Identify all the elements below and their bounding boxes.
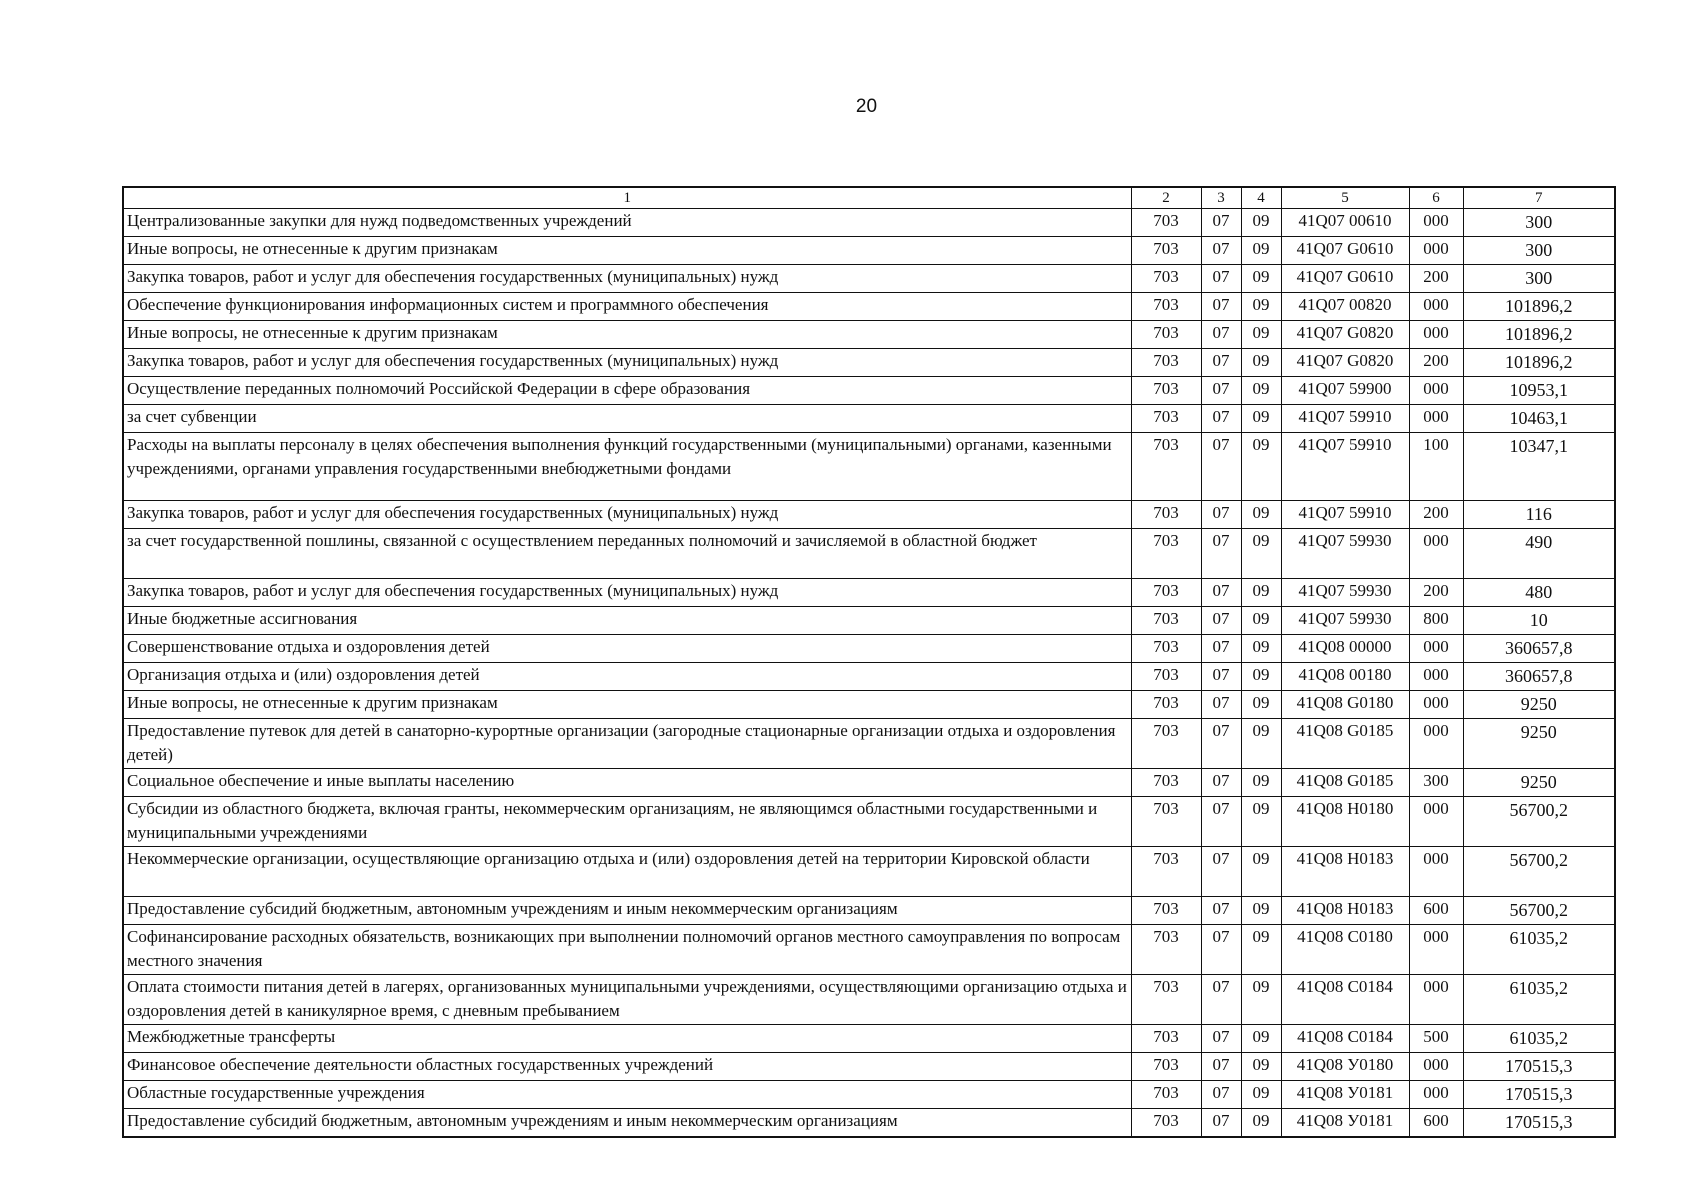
table-row	[123, 607, 1615, 635]
row-name-cell: Закупка товаров, работ и услуг для обеспечения государственных (муниципальных) нужд	[123, 265, 1131, 293]
expense-type-cell: 000	[1409, 719, 1463, 769]
column-header: 4	[1241, 187, 1281, 209]
amount-cell: 490	[1463, 529, 1615, 579]
amount-cell: 170515,3	[1463, 1053, 1615, 1081]
target-article-cell: 41Q08 C0184	[1281, 975, 1409, 1025]
subsection-cell: 09	[1241, 579, 1281, 607]
subsection-cell: 09	[1241, 719, 1281, 769]
amount-cell: 10	[1463, 607, 1615, 635]
row-name-cell: Организация отдыха и (или) оздоровления детей	[123, 663, 1131, 691]
subsection-cell: 09	[1241, 847, 1281, 897]
table-row	[123, 349, 1615, 377]
section-cell: 07	[1201, 349, 1241, 377]
table-row	[123, 237, 1615, 265]
expense-type-cell: 000	[1409, 847, 1463, 897]
target-article-cell: 41Q08 00000	[1281, 635, 1409, 663]
subsection-cell: 09	[1241, 1081, 1281, 1109]
row-name-cell: Иные вопросы, не отнесенные к другим признакам	[123, 321, 1131, 349]
row-name-cell: Иные вопросы, не отнесенные к другим признакам	[123, 237, 1131, 265]
expense-type-cell: 000	[1409, 405, 1463, 433]
amount-cell: 480	[1463, 579, 1615, 607]
column-header: 6	[1409, 187, 1463, 209]
column-header: 5	[1281, 187, 1409, 209]
amount-cell: 9250	[1463, 719, 1615, 769]
row-name-cell: Осуществление переданных полномочий Российской Федерации в сфере образования	[123, 377, 1131, 405]
subsection-cell: 09	[1241, 925, 1281, 975]
amount-cell: 9250	[1463, 691, 1615, 719]
expense-type-cell: 000	[1409, 209, 1463, 237]
section-cell: 07	[1201, 501, 1241, 529]
code-cell: 703	[1131, 209, 1201, 237]
subsection-cell: 09	[1241, 405, 1281, 433]
row-name-cell: Финансовое обеспечение деятельности областных государственных учреждений	[123, 1053, 1131, 1081]
code-cell: 703	[1131, 925, 1201, 975]
code-cell: 703	[1131, 349, 1201, 377]
target-article-cell: 41Q07 00820	[1281, 293, 1409, 321]
section-cell: 07	[1201, 607, 1241, 635]
expense-type-cell: 000	[1409, 691, 1463, 719]
amount-cell: 101896,2	[1463, 293, 1615, 321]
subsection-cell: 09	[1241, 1109, 1281, 1138]
column-header: 3	[1201, 187, 1241, 209]
subsection-cell: 09	[1241, 1053, 1281, 1081]
target-article-cell: 41Q08 C0184	[1281, 1025, 1409, 1053]
expense-type-cell: 000	[1409, 529, 1463, 579]
expense-type-cell: 000	[1409, 925, 1463, 975]
table-row	[123, 433, 1615, 501]
row-name-cell: Софинансирование расходных обязательств, возникающих при выполнении полномочий органов местного самоуправления по вопросам местного значения	[123, 925, 1131, 975]
table-row	[123, 579, 1615, 607]
amount-cell: 10347,1	[1463, 433, 1615, 501]
expense-type-cell: 200	[1409, 349, 1463, 377]
code-cell: 703	[1131, 635, 1201, 663]
expense-type-cell: 200	[1409, 501, 1463, 529]
amount-cell: 61035,2	[1463, 925, 1615, 975]
amount-cell: 61035,2	[1463, 1025, 1615, 1053]
target-article-cell: 41Q08 У0181	[1281, 1081, 1409, 1109]
target-article-cell: 41Q08 H0183	[1281, 897, 1409, 925]
code-cell: 703	[1131, 897, 1201, 925]
subsection-cell: 09	[1241, 607, 1281, 635]
target-article-cell: 41Q08 H0183	[1281, 847, 1409, 897]
subsection-cell: 09	[1241, 237, 1281, 265]
code-cell: 703	[1131, 769, 1201, 797]
expense-type-cell: 000	[1409, 663, 1463, 691]
subsection-cell: 09	[1241, 975, 1281, 1025]
table-row	[123, 405, 1615, 433]
row-name-cell: Субсидии из областного бюджета, включая гранты, некоммерческим организациям, не являющимся областными государственными и муниципальными учреждениями	[123, 797, 1131, 847]
target-article-cell: 41Q08 00180	[1281, 663, 1409, 691]
expense-type-cell: 000	[1409, 1081, 1463, 1109]
table-row	[123, 377, 1615, 405]
row-name-cell: Централизованные закупки для нужд подведомственных учреждений	[123, 209, 1131, 237]
table-row	[123, 691, 1615, 719]
table-row	[123, 265, 1615, 293]
subsection-cell: 09	[1241, 897, 1281, 925]
row-name-cell: Предоставление субсидий бюджетным, автономным учреждениям и иным некоммерческим организациям	[123, 897, 1131, 925]
table-row	[123, 925, 1615, 975]
budget-table	[122, 186, 1616, 1138]
amount-cell: 56700,2	[1463, 797, 1615, 847]
section-cell: 07	[1201, 529, 1241, 579]
code-cell: 703	[1131, 797, 1201, 847]
code-cell: 703	[1131, 1081, 1201, 1109]
target-article-cell: 41Q07 G0820	[1281, 349, 1409, 377]
section-cell: 07	[1201, 897, 1241, 925]
section-cell: 07	[1201, 1025, 1241, 1053]
code-cell: 703	[1131, 975, 1201, 1025]
table-row	[123, 1025, 1615, 1053]
row-name-cell: Областные государственные учреждения	[123, 1081, 1131, 1109]
row-name-cell: Иные вопросы, не отнесенные к другим признакам	[123, 691, 1131, 719]
expense-type-cell: 000	[1409, 635, 1463, 663]
section-cell: 07	[1201, 925, 1241, 975]
table-row	[123, 975, 1615, 1025]
row-name-cell: Закупка товаров, работ и услуг для обеспечения государственных (муниципальных) нужд	[123, 501, 1131, 529]
target-article-cell: 41Q07 59910	[1281, 501, 1409, 529]
row-name-cell: Совершенствование отдыха и оздоровления детей	[123, 635, 1131, 663]
target-article-cell: 41Q08 G0180	[1281, 691, 1409, 719]
row-name-cell: Предоставление субсидий бюджетным, автономным учреждениям и иным некоммерческим организациям	[123, 1109, 1131, 1138]
section-cell: 07	[1201, 797, 1241, 847]
amount-cell: 101896,2	[1463, 321, 1615, 349]
amount-cell: 300	[1463, 237, 1615, 265]
subsection-cell: 09	[1241, 293, 1281, 321]
target-article-cell: 41Q08 У0181	[1281, 1109, 1409, 1138]
expense-type-cell: 000	[1409, 237, 1463, 265]
subsection-cell: 09	[1241, 691, 1281, 719]
amount-cell: 116	[1463, 501, 1615, 529]
amount-cell: 10953,1	[1463, 377, 1615, 405]
expense-type-cell: 000	[1409, 1053, 1463, 1081]
table-header-row	[123, 187, 1615, 209]
code-cell: 703	[1131, 719, 1201, 769]
code-cell: 703	[1131, 579, 1201, 607]
page-number: 20	[855, 96, 878, 117]
row-name-cell: Некоммерческие организации, осуществляющие организацию отдыха и (или) оздоровления детей на территории Кировской области	[123, 847, 1131, 897]
target-article-cell: 41Q07 59930	[1281, 607, 1409, 635]
subsection-cell: 09	[1241, 209, 1281, 237]
code-cell: 703	[1131, 237, 1201, 265]
subsection-cell: 09	[1241, 529, 1281, 579]
column-header: 7	[1463, 187, 1615, 209]
code-cell: 703	[1131, 691, 1201, 719]
table-row	[123, 797, 1615, 847]
target-article-cell: 41Q07 59900	[1281, 377, 1409, 405]
section-cell: 07	[1201, 433, 1241, 501]
table-row	[123, 847, 1615, 897]
target-article-cell: 41Q07 59930	[1281, 529, 1409, 579]
amount-cell: 61035,2	[1463, 975, 1615, 1025]
amount-cell: 300	[1463, 265, 1615, 293]
section-cell: 07	[1201, 377, 1241, 405]
subsection-cell: 09	[1241, 321, 1281, 349]
target-article-cell: 41Q08 H0180	[1281, 797, 1409, 847]
section-cell: 07	[1201, 321, 1241, 349]
amount-cell: 300	[1463, 209, 1615, 237]
section-cell: 07	[1201, 237, 1241, 265]
amount-cell: 360657,8	[1463, 635, 1615, 663]
column-header: 1	[123, 187, 1131, 209]
code-cell: 703	[1131, 293, 1201, 321]
amount-cell: 170515,3	[1463, 1081, 1615, 1109]
section-cell: 07	[1201, 769, 1241, 797]
section-cell: 07	[1201, 293, 1241, 321]
subsection-cell: 09	[1241, 769, 1281, 797]
expense-type-cell: 800	[1409, 607, 1463, 635]
code-cell: 703	[1131, 847, 1201, 897]
section-cell: 07	[1201, 405, 1241, 433]
target-article-cell: 41Q08 G0185	[1281, 719, 1409, 769]
subsection-cell: 09	[1241, 349, 1281, 377]
row-name-cell: Оплата стоимости питания детей в лагерях, организованных муниципальными учреждениями, осуществляющими организацию отдыха и оздоровления детей в каникулярное время, с дневным пребыванием	[123, 975, 1131, 1025]
row-name-cell: Предоставление путевок для детей в санаторно-курортные организации (загородные стационарные организации отдыха и оздоровления детей)	[123, 719, 1131, 769]
section-cell: 07	[1201, 847, 1241, 897]
target-article-cell: 41Q07 59930	[1281, 579, 1409, 607]
table-row	[123, 293, 1615, 321]
row-name-cell: Закупка товаров, работ и услуг для обеспечения государственных (муниципальных) нужд	[123, 579, 1131, 607]
table-row	[123, 501, 1615, 529]
column-header: 2	[1131, 187, 1201, 209]
expense-type-cell: 200	[1409, 265, 1463, 293]
row-name-cell: Иные бюджетные ассигнования	[123, 607, 1131, 635]
expense-type-cell: 000	[1409, 377, 1463, 405]
target-article-cell: 41Q07 59910	[1281, 433, 1409, 501]
code-cell: 703	[1131, 1109, 1201, 1138]
expense-type-cell: 200	[1409, 579, 1463, 607]
section-cell: 07	[1201, 663, 1241, 691]
code-cell: 703	[1131, 529, 1201, 579]
row-name-cell: за счет субвенции	[123, 405, 1131, 433]
code-cell: 703	[1131, 607, 1201, 635]
code-cell: 703	[1131, 377, 1201, 405]
subsection-cell: 09	[1241, 433, 1281, 501]
section-cell: 07	[1201, 975, 1241, 1025]
table-row	[123, 1081, 1615, 1109]
row-name-cell: Межбюджетные трансферты	[123, 1025, 1131, 1053]
expense-type-cell: 000	[1409, 797, 1463, 847]
table-row	[123, 321, 1615, 349]
expense-type-cell: 000	[1409, 321, 1463, 349]
amount-cell: 10463,1	[1463, 405, 1615, 433]
subsection-cell: 09	[1241, 663, 1281, 691]
table-row	[123, 769, 1615, 797]
target-article-cell: 41Q07 00610	[1281, 209, 1409, 237]
code-cell: 703	[1131, 405, 1201, 433]
expense-type-cell: 300	[1409, 769, 1463, 797]
expense-type-cell: 500	[1409, 1025, 1463, 1053]
amount-cell: 360657,8	[1463, 663, 1615, 691]
section-cell: 07	[1201, 579, 1241, 607]
table-row	[123, 719, 1615, 769]
table-row	[123, 209, 1615, 237]
target-article-cell: 41Q07 59910	[1281, 405, 1409, 433]
code-cell: 703	[1131, 1053, 1201, 1081]
section-cell: 07	[1201, 1081, 1241, 1109]
expense-type-cell: 600	[1409, 897, 1463, 925]
code-cell: 703	[1131, 1025, 1201, 1053]
amount-cell: 56700,2	[1463, 897, 1615, 925]
table-row	[123, 529, 1615, 579]
expense-type-cell: 000	[1409, 293, 1463, 321]
subsection-cell: 09	[1241, 635, 1281, 663]
row-name-cell: за счет государственной пошлины, связанной с осуществлением переданных полномочий и зачисляемой в областной бюджет	[123, 529, 1131, 579]
table-row	[123, 635, 1615, 663]
subsection-cell: 09	[1241, 797, 1281, 847]
section-cell: 07	[1201, 1109, 1241, 1138]
section-cell: 07	[1201, 719, 1241, 769]
expense-type-cell: 100	[1409, 433, 1463, 501]
subsection-cell: 09	[1241, 377, 1281, 405]
table-row	[123, 897, 1615, 925]
code-cell: 703	[1131, 663, 1201, 691]
subsection-cell: 09	[1241, 1025, 1281, 1053]
amount-cell: 56700,2	[1463, 847, 1615, 897]
amount-cell: 9250	[1463, 769, 1615, 797]
section-cell: 07	[1201, 635, 1241, 663]
target-article-cell: 41Q08 C0180	[1281, 925, 1409, 975]
table-row	[123, 1053, 1615, 1081]
row-name-cell: Обеспечение функционирования информационных систем и программного обеспечения	[123, 293, 1131, 321]
target-article-cell: 41Q07 G0610	[1281, 265, 1409, 293]
target-article-cell: 41Q08 У0180	[1281, 1053, 1409, 1081]
target-article-cell: 41Q07 G0820	[1281, 321, 1409, 349]
expense-type-cell: 000	[1409, 975, 1463, 1025]
expense-type-cell: 600	[1409, 1109, 1463, 1138]
amount-cell: 170515,3	[1463, 1109, 1615, 1138]
subsection-cell: 09	[1241, 265, 1281, 293]
code-cell: 703	[1131, 433, 1201, 501]
section-cell: 07	[1201, 265, 1241, 293]
target-article-cell: 41Q07 G0610	[1281, 237, 1409, 265]
section-cell: 07	[1201, 1053, 1241, 1081]
section-cell: 07	[1201, 691, 1241, 719]
section-cell: 07	[1201, 209, 1241, 237]
target-article-cell: 41Q08 G0185	[1281, 769, 1409, 797]
code-cell: 703	[1131, 265, 1201, 293]
row-name-cell: Социальное обеспечение и иные выплаты населению	[123, 769, 1131, 797]
code-cell: 703	[1131, 501, 1201, 529]
table-row	[123, 1109, 1615, 1138]
row-name-cell: Расходы на выплаты персоналу в целях обеспечения выполнения функций государственными (муниципальными) органами, казенными учреждениями, органами управления государственными внебюджетными фондами	[123, 433, 1131, 501]
subsection-cell: 09	[1241, 501, 1281, 529]
row-name-cell: Закупка товаров, работ и услуг для обеспечения государственных (муниципальных) нужд	[123, 349, 1131, 377]
code-cell: 703	[1131, 321, 1201, 349]
amount-cell: 101896,2	[1463, 349, 1615, 377]
table-row	[123, 663, 1615, 691]
